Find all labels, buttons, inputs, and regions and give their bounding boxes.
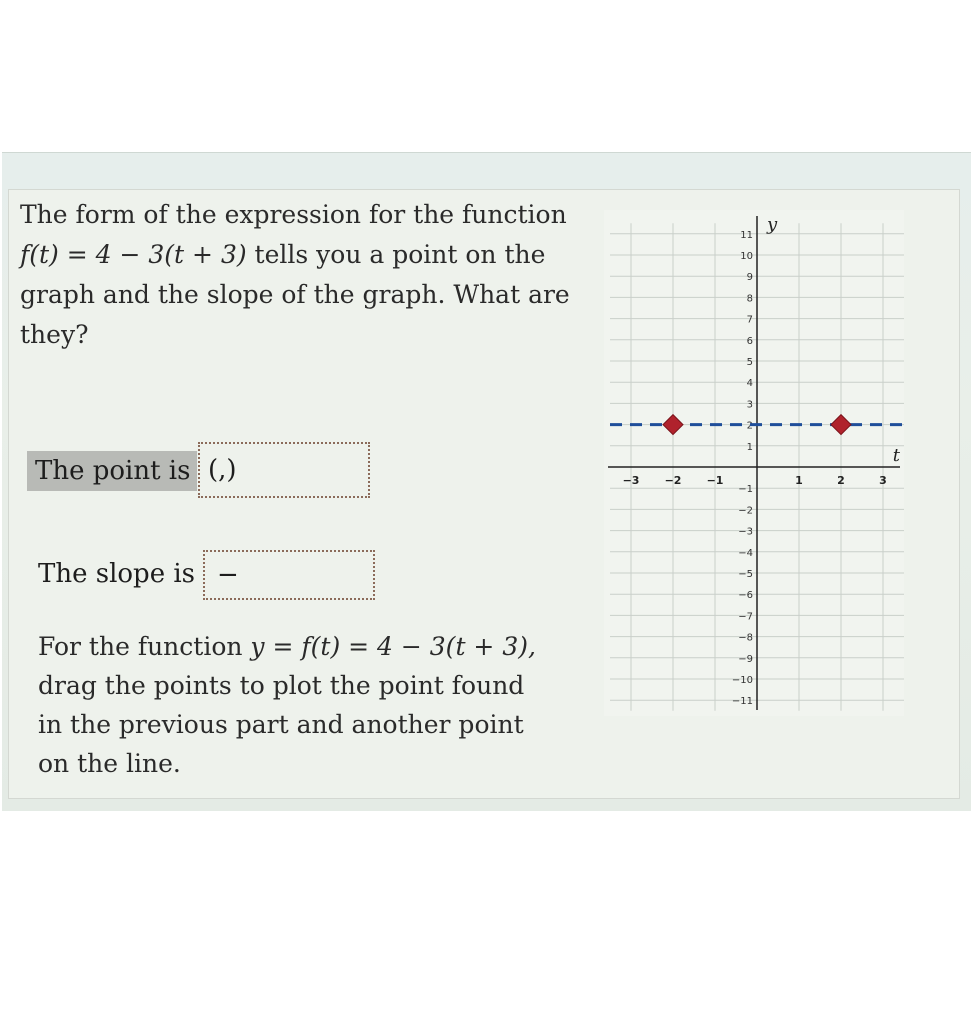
instruction-function: y = f(t) = 4 − 3(t + 3), — [250, 632, 536, 661]
question-line-4: they? — [20, 320, 89, 349]
y-tick-label: 10 — [740, 251, 753, 262]
instruction-line-1-pre: For the function — [38, 632, 251, 661]
instruction-line-2: drag the points to plot the point found — [38, 671, 525, 700]
y-tick-label: −4 — [738, 547, 753, 559]
function-expression: f(t) = 4 − 3(t + 3) — [20, 240, 247, 269]
y-tick-label: 8 — [746, 293, 753, 305]
graph-background — [604, 210, 904, 716]
t-axis-label: t — [892, 445, 900, 466]
y-tick-label: −6 — [738, 590, 753, 602]
y-tick-label: 2 — [746, 420, 753, 432]
y-axis-label: y — [767, 214, 778, 235]
question-line-3: graph and the slope of the graph. What are — [20, 280, 570, 309]
x-tick-label: −3 — [622, 474, 640, 487]
question-line-1: The form of the expression for the function — [20, 200, 567, 229]
y-tick-label: −7 — [738, 611, 753, 623]
y-tick-label: −10 — [731, 675, 753, 686]
y-tick-label: −1 — [738, 484, 753, 496]
y-tick-label: 9 — [746, 272, 753, 284]
instruction-text — [38, 627, 598, 783]
y-tick-label: −5 — [738, 569, 753, 580]
y-tick-label: −2 — [738, 505, 753, 517]
slope-input[interactable]: − — [203, 550, 375, 600]
y-tick-label: 1 — [746, 441, 753, 453]
y-tick-label: 6 — [746, 335, 753, 347]
y-tick-label: 11 — [740, 229, 753, 241]
x-tick-label: 2 — [837, 474, 845, 487]
x-tick-label: −1 — [706, 474, 724, 487]
y-tick-label: −11 — [731, 696, 753, 708]
y-tick-label: −8 — [738, 632, 753, 644]
y-tick-label: 5 — [746, 357, 753, 368]
x-tick-label: 1 — [795, 474, 803, 487]
y-tick-label: 4 — [746, 378, 753, 390]
instruction-line-3: in the previous part and another point — [38, 710, 524, 739]
question-line-2 — [20, 235, 590, 275]
instruction-line-4: on the line. — [38, 749, 181, 778]
x-tick-label: 3 — [879, 474, 887, 487]
question-line-2-rest: tells you a point on the — [246, 240, 546, 269]
question-text — [20, 195, 590, 355]
y-tick-label: 3 — [746, 399, 753, 411]
point-input[interactable]: (,) — [198, 442, 370, 498]
instruction-line-1 — [38, 627, 598, 666]
point-label: The point is — [27, 451, 197, 491]
slope-label: The slope is — [38, 559, 196, 589]
y-tick-label: −3 — [738, 526, 753, 538]
y-tick-label: 7 — [746, 314, 753, 326]
x-tick-label: −2 — [664, 474, 682, 487]
coordinate-graph[interactable] — [604, 210, 904, 716]
y-tick-label: −9 — [738, 653, 753, 665]
